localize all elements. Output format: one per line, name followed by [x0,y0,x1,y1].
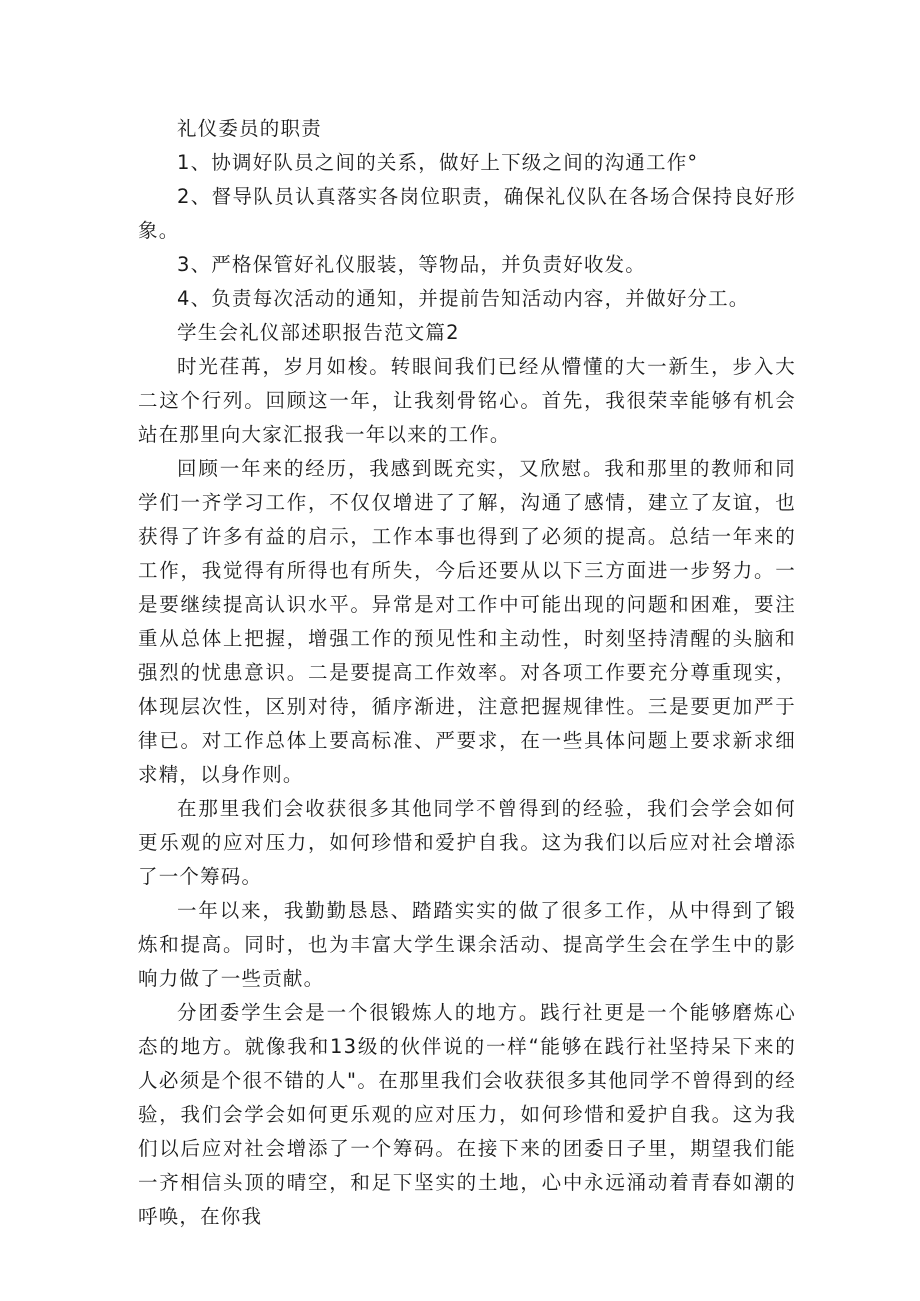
duty-item-2: 2、督导队员认真落实各岗位职责，确保礼仪队在各场合保持良好形象。 [138,185,796,242]
paragraph-5: 分团委学生会是一个很锻炼人的地方。践行社更是一个能够磨炼心态的地方。就像我和13级的伙伴说的一样“能够在践行社坚持呆下来的人必须是个很不错的人"。在那里我们会收获很多其他同学不曾得到的经验，我们会学会如何更乐观的应对压力，如何珍惜和爱护自我。这为我们以后应对社会增添了一个筹码。在接下来的团委日子里，期望我们能一齐相信头顶的晴空，和足下坚实的土地，心中永远涌动着青春如潮的呼唤，在你我 [138,1001,796,1228]
paragraph-4: 一年以来，我勤勤恳恳、踏踏实实的做了很多工作，从中得到了锻炼和提高。同时，也为丰富大学生课余活动、提高学生会在学生中的影响力做了一些贡献。 [138,899,796,990]
paragraph-1: 时光荏苒，岁月如梭。转眼间我们已经从懵懂的大一新生，步入大二这个行列。回顾这一年，让我刻骨铭心。首先，我很荣幸能够有机会站在那里向大家汇报我一年以来的工作。 [138,355,796,446]
paragraph-2: 回顾一年来的经历，我感到既充实，又欣慰。我和那里的教师和同学们一齐学习工作，不仅仅增进了了解，沟通了感情，建立了友谊，也获得了许多有益的启示，工作本事也得到了必须的提高。总结一年来的工作，我觉得有所得也有所失，今后还要从以下三方面进一步努力。一是要继续提高认识水平。异常是对工作中可能出现的问题和困难，要注重从总体上把握，增强工作的预见性和主动性，时刻坚持清醒的头脑和强烈的忧患意识。二是要提高工作效率。对各项工作要充分尊重现实，体现层次性，区别对待，循序渐进，注意把握规律性。三是要更加严于律已。对工作总体上要高标准、严要求，在一些具体问题上要求新求细求精，以身作则。 [138,457,796,786]
duty-item-4: 4、负责每次活动的通知，并提前告知活动内容，并做好分工。 [177,287,750,310]
duty-item-1: 1、协调好队员之间的关系，做好上下级之间的沟通工作° [177,151,699,174]
report-heading: 学生会礼仪部述职报告范文篇2 [177,321,460,344]
duty-item-3: 3、严格保管好礼仪服装，等物品，并负责好收发。 [177,253,647,276]
document-page [138,112,796,1234]
paragraph-3: 在那里我们会收获很多其他同学不曾得到的经验，我们会学会如何更乐观的应对压力，如何珍惜和爱护自我。这为我们以后应对社会增添了一个筹码。 [138,797,796,888]
duty-heading: 礼仪委员的职责 [177,117,322,140]
